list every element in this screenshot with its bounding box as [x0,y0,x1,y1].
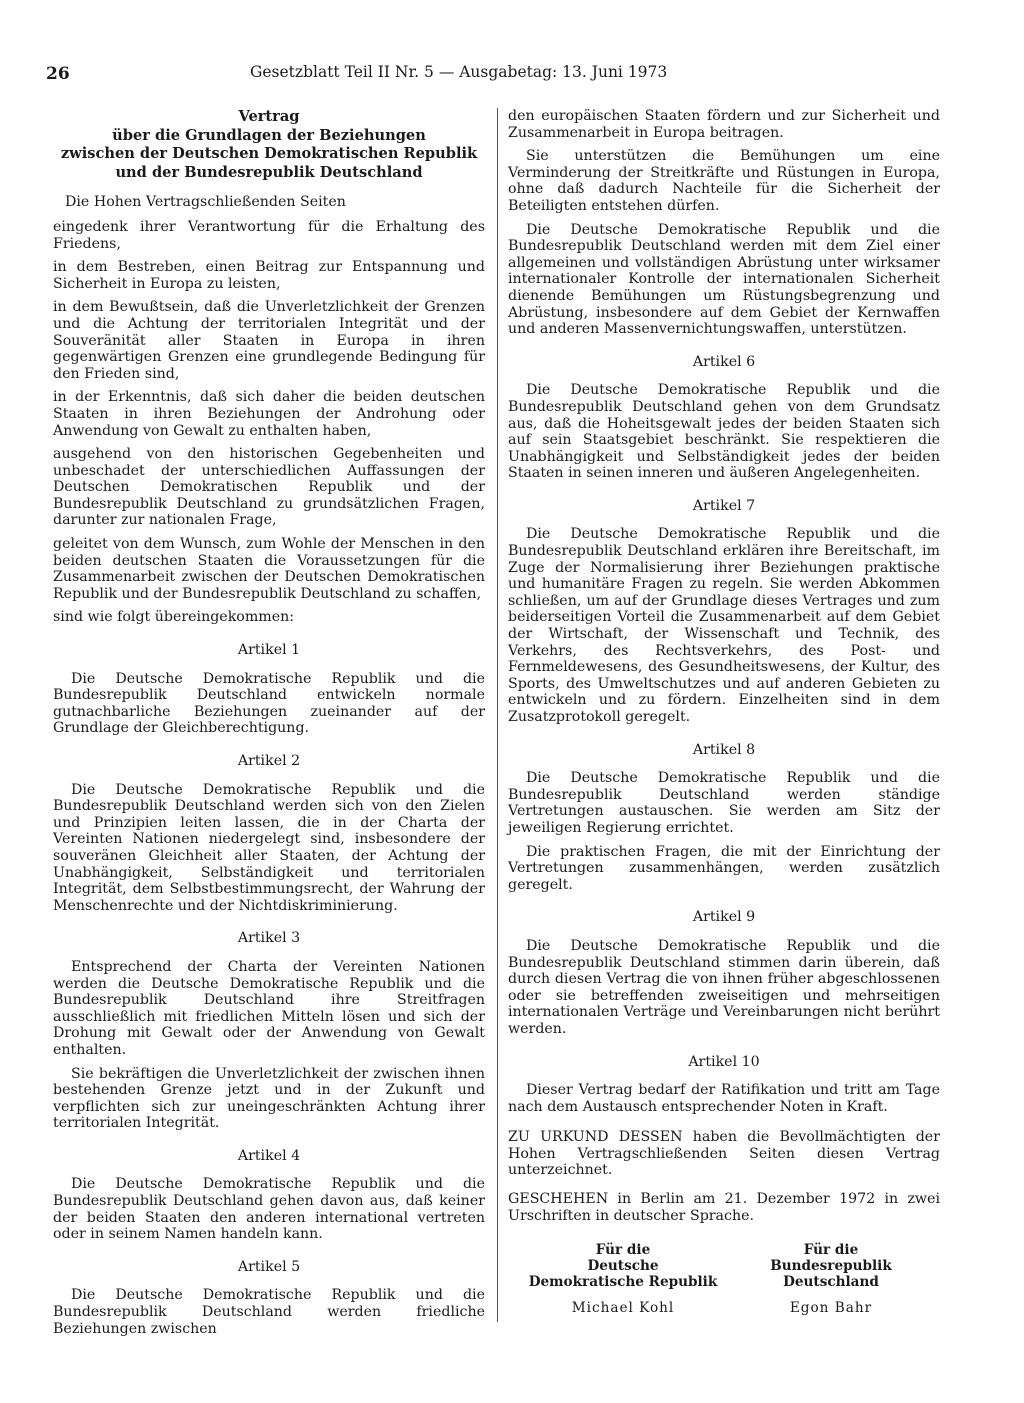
article-5-text: Sie unterstützen die Bemühungen um eine Verminderung der Streitkräfte und Rüstungen in Europa, ohne daß dadurch Nachteile für die Sicherheit der Beteiligten entstehen dürfen. [508,148,940,214]
article-9-text: Die Deutsche Demokratische Republik und die Bundesrepublik Deutschland stimmen darin überein, daß durch diesen Vertrag die von ihnen früher abgeschlossenen oder sie betreffenden zweiseitigen und mehrseitigen internationalen Verträge und Vereinbarungen nicht berührt werden. [508,937,940,1037]
title-line: über die Grundlagen der Beziehungen [112,126,426,144]
article-6-heading: Artikel 6 [692,353,756,370]
signature-frg [736,1242,926,1316]
article-5-heading: Artikel 5 [237,1258,301,1275]
article-5-text: Die Deutsche Demokratische Republik und die Bundesrepublik Deutschland werden mit dem Ziel einer allgemeinen und vollständigen Abrüstung unter wirksamer internationaler Kontrolle der internationalen Sicherheit dienende Bemühungen um Rüstungsbegrenzung und Abrüstung, insbesondere auf dem Gebiet der Kernwaffen und anderen Massenvernichtungswaffen, unterstützen. [508,221,940,338]
title-line: Vertrag [238,108,300,125]
witness-clause: ZU URKUND DESSEN haben die Bevollmächtigten der Hohen Vertragschließenden Seiten diesen Vertrag unterzeichnet. [508,1129,940,1179]
treaty-title [53,108,485,182]
signature-gdr [528,1242,718,1316]
preamble-paragraph: eingedenk ihrer Verantwortung für die Erhaltung des Friedens, [53,218,485,252]
signature-line: Deutschland [783,1274,879,1291]
right-column [508,108,940,1316]
preamble-paragraph: geleitet von dem Wunsch, zum Wohle der Menschen in den beiden deutschen Staaten die Voraussetzungen für die Zusammenarbeit zwischen der Deutschen Demokratischen Republik und der Bundesrepublik Deutschland zu schaffen, [53,536,485,602]
done-clause: GESCHEHEN in Berlin am 21. Dezember 1972 in zwei Urschriften in deutscher Sprache. [508,1191,940,1224]
signatory-name: Michael Kohl [571,1300,675,1317]
preamble-paragraph: ausgehend von den historischen Gegebenheiten und unbeschadet der unterschiedlichen Auffassungen der Deutschen Demokratischen Republik und der Bundesrepublik Deutschland zu grundsätzlichen Fragen, darunter zur nationalen Frage, [53,446,485,529]
page-number: 26 [46,64,70,84]
signature-block [508,1242,940,1316]
column-divider [497,108,498,1322]
article-3-heading: Artikel 3 [237,930,301,947]
preamble-paragraph: in der Erkenntnis, daß sich daher die beiden deutschen Staaten in ihren Beziehungen der Androhung oder Anwendung von Gewalt zu enthalten haben, [53,389,485,439]
article-1-text: Die Deutsche Demokratische Republik und die Bundesrepublik Deutschland entwickeln normale gutnachbarliche Beziehungen zueinander auf der Grundlage der Gleichberechtigung. [53,670,485,737]
article-8-text: Die Deutsche Demokratische Republik und die Bundesrepublik Deutschland werden ständige Vertretungen austauschen. Sie werden am Sitz der jeweiligen Regierung errichtet. [508,770,940,836]
preamble-paragraph: in dem Bestreben, einen Beitrag zur Entspannung und Sicherheit in Europa zu leisten, [53,259,485,292]
signature-line: Für die [595,1242,651,1259]
article-10-heading: Artikel 10 [688,1053,760,1070]
article-10-text: Dieser Vertrag bedarf der Ratifikation und tritt am Tage nach dem Austausch entsprechender Noten in Kraft. [508,1082,940,1115]
article-2-heading: Artikel 2 [237,753,301,769]
article-4-text: Die Deutsche Demokratische Republik und die Bundesrepublik Deutschland gehen davon aus, daß keiner der beiden Staaten den anderen international vertreten oder in seinem Namen handeln kann. [53,1176,485,1243]
running-header: Gesetzblatt Teil II Nr. 5 — Ausgabetag: 13. Juni 1973 [250,63,668,81]
preamble-paragraph: in dem Bewußtsein, daß die Unverletzlichkeit der Grenzen und die Achtung der territorialen Integrität und der Souveränität aller Staaten in Europa in ihren gegenwärtigen Grenzen eine grundlegende Bedingung für den Frieden sind, [53,299,485,382]
article-3-text: Sie bekräftigen die Unverletzlichkeit der zwischen ihnen bestehenden Grenze jetzt und in der Zukunft und verpflichten sich zur uneingeschränkten Achtung ihrer territorialen Integrität. [53,1065,485,1132]
title-line: und der Bundesrepublik Deutschland [115,163,423,181]
signatory-name: Egon Bahr [789,1300,873,1317]
article-8-heading: Artikel 8 [692,741,756,758]
article-2-text: Die Deutsche Demokratische Republik und die Bundesrepublik Deutschland werden sich von den Zielen und Prinzipien leiten lassen, die in der Charta der Vereinten Nationen niedergelegt sind, insbesondere der souveränen Gleichheit aller Staaten, der Achtung der Unabhängigkeit, Selbständigkeit und territorialen Integrität, dem Selbstbestimmungsrecht, der Wahrung der Menschenrechte und der Nichtdiskriminierung. [53,781,485,914]
article-6-text: Die Deutsche Demokratische Republik und die Bundesrepublik Deutschland gehen von dem Grundsatz aus, daß die Hoheitsgewalt jedes der beiden Staaten sich auf sein Staatsgebiet beschränkt. Sie respektieren die Unabhängigkeit und Selbständigkeit jedes der beiden Staaten in seinen inneren und äußeren Angelegenheiten. [508,382,940,482]
signature-line: Demokratische Republik [528,1274,718,1291]
article-7-heading: Artikel 7 [692,497,756,514]
signature-line: Deutsche [587,1258,659,1275]
article-7-text: Die Deutsche Demokratische Republik und die Bundesrepublik Deutschland erklären ihre Bereitschaft, im Zuge der Normalisierung ihrer Beziehungen praktische und humanitäre Fragen zu regeln. Sie werden Abkommen schließen, um auf der Grundlage dieses Vertrages und zum beiderseitigen Vorteil die Zusammenarbeit auf dem Gebiet der Wirtschaft, der Wissenschaft und Technik, des Verkehrs, des Rechtsverkehrs, des Post- und Fernmeldewesens, des Gesundheitswesens, der Kultur, des Sports, des Umweltschutzes und auf anderen Gebieten zu entwickeln und zu fördern. Einzelheiten sind in dem Zusatzprotokoll geregelt. [508,526,940,725]
article-9-heading: Artikel 9 [692,909,756,926]
article-8-text: Die praktischen Fragen, die mit der Einrichtung der Vertretungen zusammenhängen, werden zusätzlich geregelt. [508,843,940,893]
title-line: zwischen der Deutschen Demokratischen Republik [60,145,478,163]
preamble-paragraph: sind wie folgt übereingekommen: [53,609,295,626]
signature-line: Für die [803,1242,859,1259]
article-1-heading: Artikel 1 [237,642,301,659]
left-column [53,108,485,1344]
article-5-continued: den europäischen Staaten fördern und zur Sicherheit und Zusammenarbeit in Europa beitragen. [508,108,940,141]
article-5-text: Die Deutsche Demokratische Republik und die Bundesrepublik Deutschland werden friedliche Beziehungen zwischen [53,1287,485,1337]
signature-line: Bundesrepublik [770,1258,892,1275]
article-4-heading: Artikel 4 [237,1147,301,1164]
intro-text: Die Hohen Vertragschließenden Seiten [65,194,346,211]
article-3-text: Entsprechend der Charta der Vereinten Nationen werden die Deutsche Demokratische Republik und die Bundesrepublik Deutschland ihre Streitfragen ausschließlich mit friedlichen Mitteln lösen und sich der Drohung mit Gewalt oder der Anwendung von Gewalt enthalten. [53,958,485,1058]
